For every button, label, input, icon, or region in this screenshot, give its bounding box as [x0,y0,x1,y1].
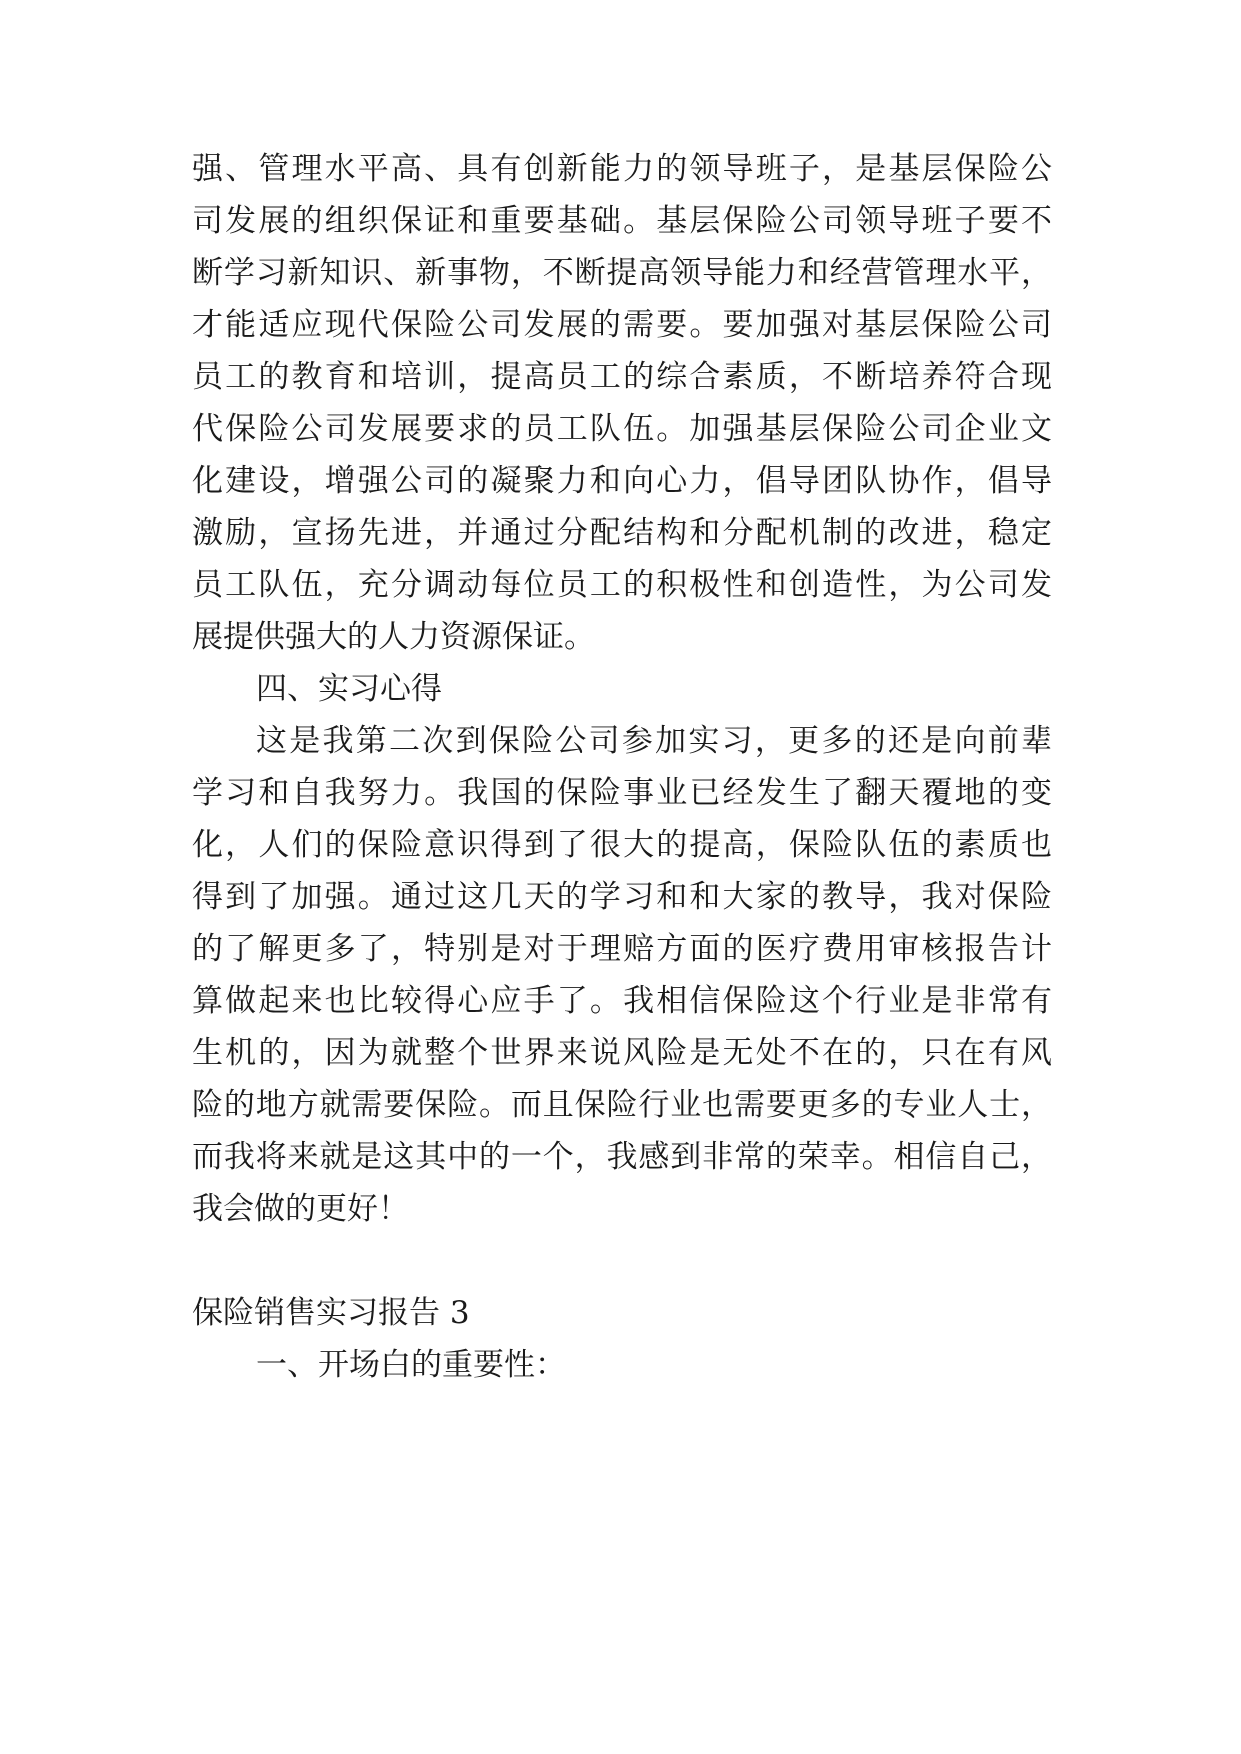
paragraph-line: 算做起来也比较得心应手了。我相信保险这个行业是非常有 [192,983,1052,1019]
paragraph-line: 员工队伍，充分调动每位员工的积极性和创造性，为公司发 [192,567,1052,603]
paragraph-line: 展提供强大的人力资源保证。 [192,619,595,655]
section-heading: 一、开场白的重要性： [256,1347,566,1383]
paragraph-line: 我会做的更好！ [192,1191,409,1227]
paragraph-line: 员工的教育和培训，提高员工的综合素质，不断培养符合现 [192,359,1052,395]
paragraph-line: 生机的，因为就整个世界来说风险是无处不在的，只在有风 [192,1035,1052,1071]
paragraph-line: 激励，宣扬先进，并通过分配结构和分配机制的改进，稳定 [192,515,1052,551]
paragraph-line: 学习和自我努力。我国的保险事业已经发生了翻天覆地的变 [192,775,1052,811]
paragraph-line: 化建设，增强公司的凝聚力和向心力，倡导团队协作，倡导 [192,463,1052,499]
section-heading: 四、实习心得 [256,671,442,707]
paragraph-line: 而我将来就是这其中的一个，我感到非常的荣幸。相信自己， [192,1139,1052,1175]
paragraph-line: 的了解更多了，特别是对于理赔方面的医疗费用审核报告计 [192,931,1052,967]
paragraph-line: 得到了加强。通过这几天的学习和和大家的教导，我对保险 [192,879,1052,915]
paragraph-line: 化，人们的保险意识得到了很大的提高，保险队伍的素质也 [192,827,1052,863]
paragraph-line: 险的地方就需要保险。而且保险行业也需要更多的专业人士， [192,1087,1052,1123]
paragraph-line: 这是我第二次到保险公司参加实习，更多的还是向前辈 [256,723,1052,759]
report-title: 保险销售实习报告 3 [192,1295,470,1331]
paragraph-line: 代保险公司发展要求的员工队伍。加强基层保险公司企业文 [192,411,1052,447]
paragraph-line: 断学习新知识、新事物，不断提高领导能力和经营管理水平， [192,255,1052,291]
paragraph-line: 司发展的组织保证和重要基础。基层保险公司领导班子要不 [192,203,1052,239]
paragraph-line: 才能适应现代保险公司发展的需要。要加强对基层保险公司 [192,307,1052,343]
paragraph-line: 强、管理水平高、具有创新能力的领导班子，是基层保险公 [192,151,1052,187]
